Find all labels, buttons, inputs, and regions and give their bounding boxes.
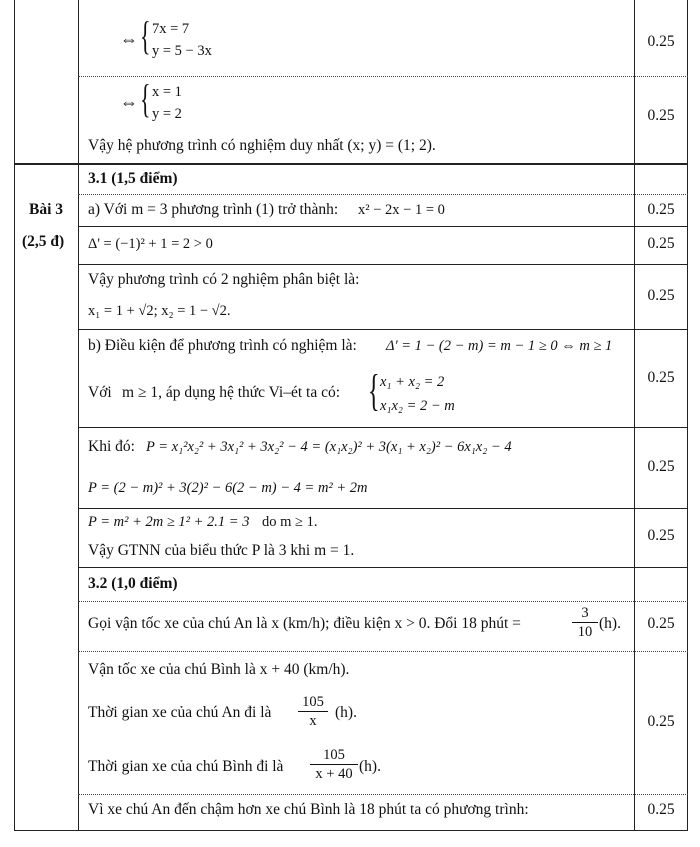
part-b-text: b) Điều kiện để phương trình có nghiệm là:: [88, 337, 357, 354]
system-line: y = 2: [152, 106, 182, 122]
score: 0.25: [647, 801, 675, 818]
expression-p: P = x₁²x₂² + 3x₁² + 3x₂² − 4 = (x₁x₂)² + 3(x₁ + x₂)² − 6x₁x₂ − 4: [146, 439, 512, 455]
section-divider: [14, 163, 688, 165]
equation: x² − 2x − 1 = 0: [358, 202, 445, 218]
conclusion-text: Vậy hệ phương trình có nghiệm duy nhất (x; y) = (1; 2).: [88, 137, 436, 154]
row-divider: [78, 567, 688, 568]
speed-text: Vận tốc xe của chú Bình là x + 40 (km/h).: [88, 661, 350, 678]
equation-intro-text: Vì xe chú An đến chậm hơn xe chú Bình là 18 phút ta có phương trình:: [88, 801, 529, 818]
then-text: Khi đó:: [88, 438, 135, 455]
condition-equation: Δ' = 1 − (2 − m) = m − 1 ≥ 0 ⇔ m ≥ 1: [386, 338, 613, 354]
fraction: [310, 746, 358, 783]
row-divider: [78, 651, 688, 652]
denominator: x + 40: [315, 766, 353, 782]
numerator: 3: [572, 604, 598, 623]
score: 0.25: [647, 235, 675, 252]
unit: (h).: [599, 615, 621, 632]
column-divider-left: [78, 0, 79, 831]
inequality-condition: do m ≥ 1.: [262, 514, 318, 530]
equivalence-arrow: ⇔: [120, 29, 138, 49]
score: 0.25: [647, 527, 675, 544]
equation-system: { 7x = 7 y = 5 − 3x: [140, 13, 212, 59]
problem-label: Bài 3: [28, 201, 64, 218]
score: 0.25: [647, 287, 675, 304]
equivalence-arrow: ⇔: [120, 92, 138, 112]
row-divider: [78, 76, 688, 77]
row-divider: [78, 794, 688, 795]
score: 0.25: [647, 458, 675, 475]
time-an-text: Thời gian xe của chú An đi là: [88, 704, 272, 721]
row-divider: [78, 601, 688, 602]
unit: (h).: [359, 758, 381, 775]
numerator: 105: [310, 746, 358, 765]
score: 0.25: [647, 201, 675, 218]
row-divider: [78, 329, 688, 330]
fraction: [298, 693, 328, 730]
system-line: x = 1: [152, 84, 182, 100]
roots-text: Vậy phương trình có 2 nghiệm phân biệt là:: [88, 271, 360, 288]
row-divider: [78, 194, 688, 195]
score: 0.25: [647, 369, 675, 386]
inequality: P = m² + 2m ≥ 1² + 2.1 = 3: [88, 514, 250, 530]
denominator: 10: [577, 624, 593, 640]
part-a-text: a) Với m = 3 phương trình (1) trở thành:: [88, 201, 339, 218]
numerator: 105: [298, 693, 328, 712]
time-binh-text: Thời gian xe của chú Bình đi là: [88, 758, 284, 775]
row-divider: [78, 427, 688, 428]
section-title: 3.2 (1,0 điểm): [88, 575, 178, 592]
expression-p-simplified: P = (2 − m)² + 3(2)² − 6(2 − m) − 4 = m² + 2m: [88, 480, 368, 496]
row-divider: [78, 226, 688, 227]
problem-points: (2,5 đ): [22, 233, 65, 250]
section-title: 3.1 (1,5 điểm): [88, 170, 178, 187]
denominator: x: [309, 713, 317, 729]
vieta-text: Với: [88, 384, 112, 401]
vieta-condition: m ≥ 1, áp dụng hệ thức Vi–ét ta có:: [122, 384, 341, 401]
unit: (h).: [335, 704, 357, 721]
fraction: [572, 604, 598, 641]
score: 0.25: [647, 107, 675, 124]
system-line: x₁ + x₂ = 2: [380, 374, 445, 390]
row-divider: [78, 264, 688, 265]
system-line: y = 5 − 3x: [152, 43, 212, 59]
discriminant-equation: Δ' = (−1)² + 1 = 2 > 0: [88, 236, 213, 252]
equation-system: { x = 1 y = 2: [140, 76, 182, 122]
roots-equation: x₁ = 1 + √2; x₂ = 1 − √2.: [88, 303, 231, 319]
score: 0.25: [647, 713, 675, 730]
variable-text: Gọi vận tốc xe của chú An là x (km/h); điều kiện x > 0. Đổi 18 phút =: [88, 615, 521, 632]
min-value-text: Vậy GTNN của biểu thức P là 3 khi m = 1.: [88, 542, 355, 559]
vieta-system: { x₁ + x₂ = 2 x₁x₂ = 2 − m: [368, 366, 455, 415]
row-divider: [78, 508, 688, 509]
score: 0.25: [647, 615, 675, 632]
system-line: 7x = 7: [152, 21, 190, 37]
score: 0.25: [647, 33, 675, 50]
system-line: x₁x₂ = 2 − m: [380, 398, 455, 414]
